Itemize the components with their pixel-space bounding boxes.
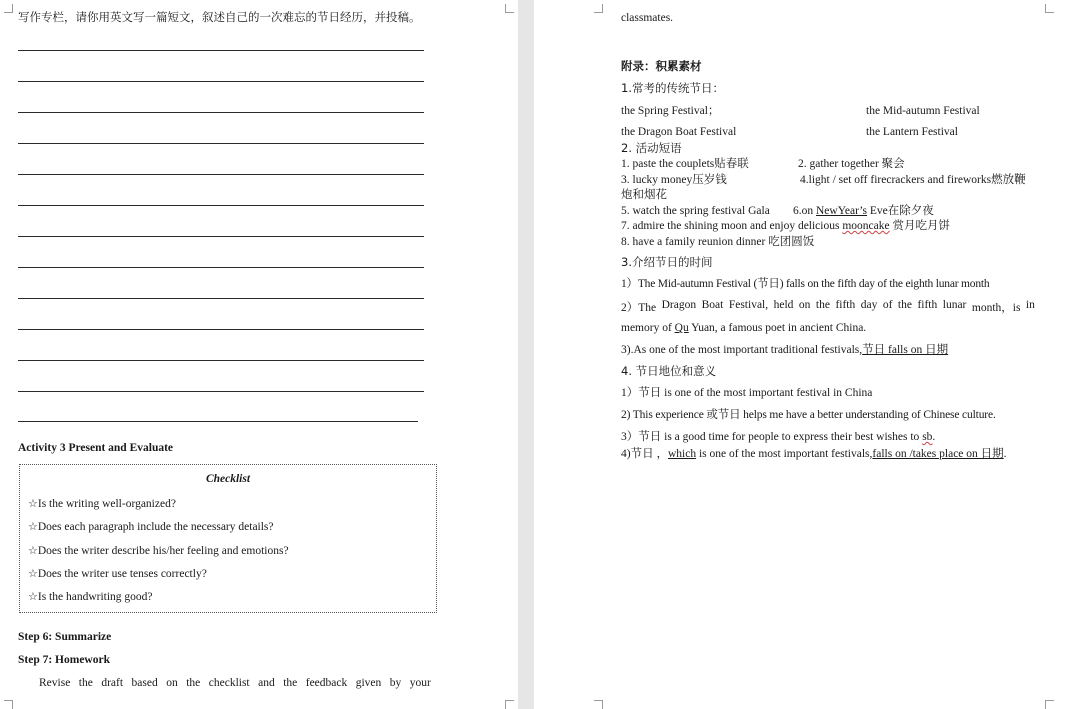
time-sentence (621, 299, 1035, 315)
word: held (773, 299, 794, 311)
word: and (258, 677, 275, 689)
star-icon: ☆ (28, 567, 38, 580)
meaning-sentence: 3）节日 is a good time for people to express their best wishes to sb. (621, 431, 936, 443)
writing-prompt: 写作专栏，请你用英文写一篇短文，叙述自己的一次难忘的节日经历，并投稿。 (18, 10, 421, 24)
checklist-item: ☆Does the writer use tenses correctly? (28, 567, 207, 580)
meaning-sentence: 4)节日 ，which is one of the most important festivals,falls on /takes place on 日期. (621, 448, 1007, 460)
word: fifth (835, 299, 856, 311)
writing-line[interactable] (18, 360, 424, 361)
word: day (860, 299, 878, 311)
word: the (186, 677, 201, 689)
homework-text (39, 677, 431, 689)
star-icon: ☆ (28, 544, 38, 557)
step7-heading: Step 7: Homework (18, 654, 110, 666)
word: lunar (942, 299, 967, 311)
meaning-heading: 4. 节日地位和意义 (621, 364, 717, 378)
word: of (882, 299, 893, 311)
word: checklist (208, 677, 250, 689)
word: by (389, 677, 402, 689)
word: Festival, (728, 299, 769, 311)
checklist-item: ☆Is the handwriting good? (28, 590, 153, 603)
corner-mark (4, 700, 13, 709)
word: the (283, 677, 298, 689)
writing-line[interactable] (18, 205, 424, 206)
phrase-item: 4.light / set off firecrackers and fireworks燃放鞭 (800, 174, 1026, 186)
meaning-sentence: 1）节日 is one of the most important festival in China (621, 387, 873, 399)
appendix-heading: 附录：积累素材 (621, 59, 702, 73)
writing-line[interactable] (18, 329, 424, 330)
activity3-heading: Activity 3 Present and Evaluate (18, 442, 174, 454)
festival-lantern: the Lantern Festival (866, 126, 958, 138)
word: Revise (39, 677, 71, 689)
star-icon: ☆ (28, 590, 38, 603)
festival-spring: the Spring Festival； (621, 105, 720, 117)
word: feedback (305, 677, 348, 689)
checklist-item: ☆Does the writer describe his/her feeling and emotions? (28, 544, 289, 557)
phrase-item: 5. watch the spring festival Gala (621, 205, 770, 217)
corner-mark (505, 700, 514, 709)
word: draft (101, 677, 124, 689)
page-gutter (518, 0, 534, 709)
time-heading: 3.介绍节日的时间 (621, 255, 713, 269)
word: in (1025, 299, 1035, 311)
phrase-item: 2. gather together 聚会 (798, 158, 905, 170)
meaning-sentence: 2) This experience 或节日 helps me have a better understanding of Chinese culture. (621, 409, 996, 421)
right-page (534, 0, 1080, 709)
phrase-item: 8. have a family reunion dinner 吃团圆饭 (621, 236, 815, 248)
star-icon: ☆ (28, 520, 38, 533)
star-icon: ☆ (28, 497, 38, 510)
time-sentence-cont: memory of Qu Yuan, a famous poet in ancient China. (621, 322, 867, 334)
word: fifth (917, 299, 938, 311)
left-page (0, 0, 518, 709)
time-sentence: 3).As one of the most important traditional festivals,节日 falls on 日期 (621, 344, 949, 356)
checklist-box (19, 464, 437, 613)
phrase-item: 1. paste the couplets贴春联 (621, 158, 749, 170)
word: Dragon (661, 299, 697, 311)
festival-dragon-boat: the Dragon Boat Festival (621, 126, 737, 138)
time-sentence: 1）The Mid-autumn Festival (节日) falls on the fifth day of the eighth lunar month (621, 278, 990, 290)
checklist-item: ☆Does each paragraph include the necessary details? (28, 520, 274, 533)
corner-mark (1045, 700, 1054, 709)
writing-line[interactable] (18, 421, 418, 422)
writing-line[interactable] (18, 50, 424, 51)
writing-line[interactable] (18, 112, 424, 113)
phrases-heading: 2. 活动短语 (621, 141, 682, 155)
writing-line[interactable] (18, 143, 424, 144)
writing-line[interactable] (18, 174, 424, 175)
word: Boat (701, 299, 724, 311)
checklist-title: Checklist (205, 473, 251, 485)
word: on (798, 299, 811, 311)
word: the (78, 677, 93, 689)
phrase-item: 7. admire the shining moon and enjoy delicious mooncake 赏月吃月饼 (621, 220, 950, 232)
phrase-item: 炮和烟花 (621, 189, 667, 201)
word: given (355, 677, 382, 689)
festival-mid-autumn: the Mid-autumn Festival (866, 105, 980, 117)
corner-mark (594, 4, 603, 13)
word: the (815, 299, 830, 311)
word: month，is (971, 302, 1021, 314)
word: based (131, 677, 158, 689)
writing-line[interactable] (18, 298, 424, 299)
word: 2）The (621, 302, 657, 314)
writing-line[interactable] (18, 81, 424, 82)
corner-mark (1045, 4, 1054, 13)
continuation-text: classmates. (621, 12, 674, 24)
checklist-item: ☆Is the writing well-organized? (28, 497, 176, 510)
writing-line[interactable] (18, 236, 424, 237)
word: your (409, 677, 431, 689)
word: on (166, 677, 178, 689)
phrase-item: 6.on NewYear’s Eve在除夕夜 (793, 205, 934, 217)
corner-mark (4, 4, 13, 13)
festivals-heading: 1.常考的传统节日： (621, 81, 724, 95)
phrase-item: 3. lucky money压岁钱 (621, 174, 727, 186)
corner-mark (594, 700, 603, 709)
step6-heading: Step 6: Summarize (18, 631, 112, 643)
writing-line[interactable] (18, 391, 424, 392)
writing-line[interactable] (18, 267, 424, 268)
word: the (897, 299, 912, 311)
corner-mark (505, 4, 514, 13)
